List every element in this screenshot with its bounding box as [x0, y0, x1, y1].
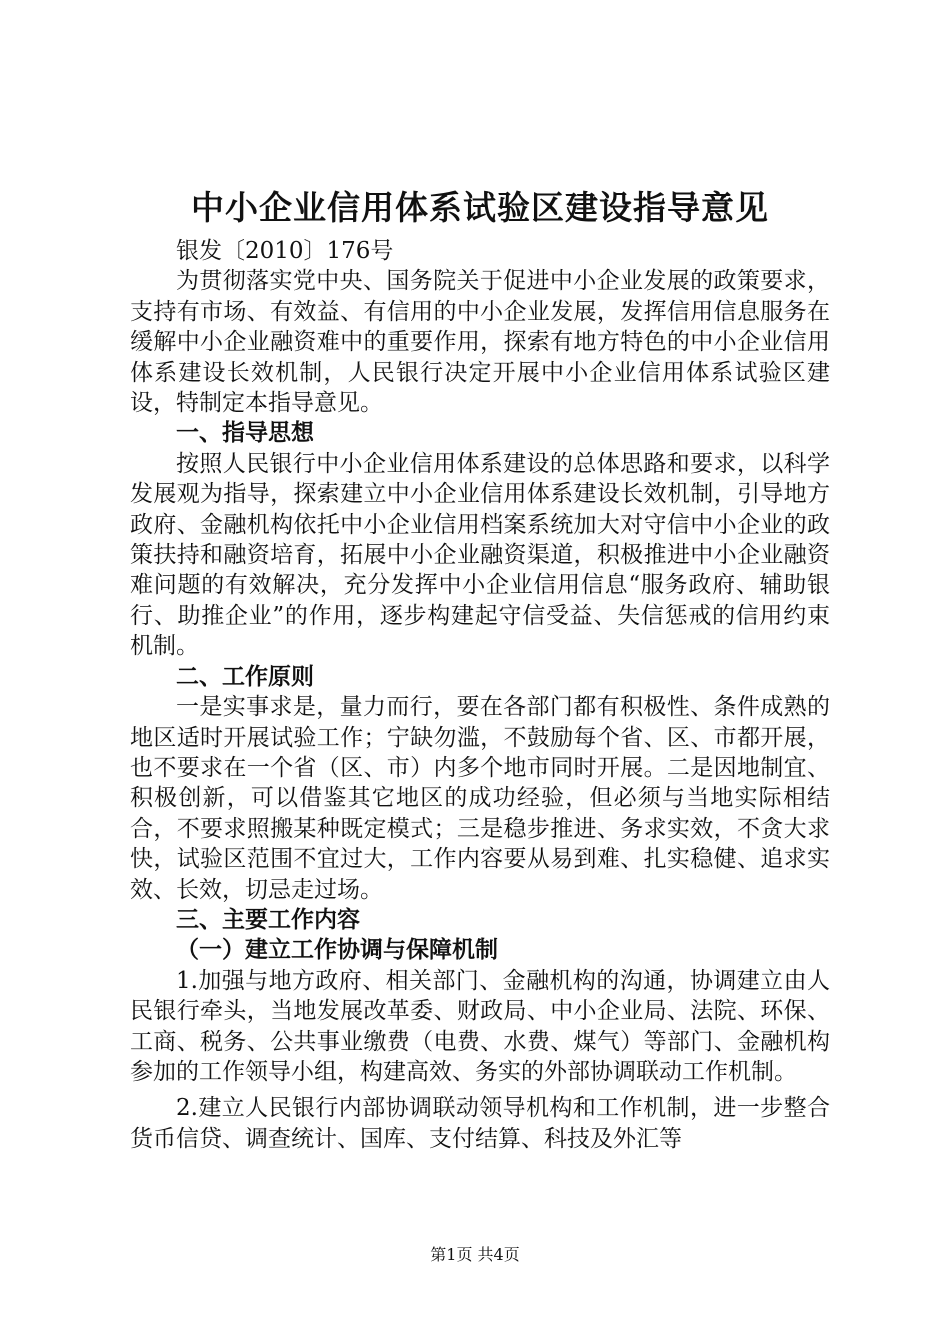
document-title: 中小企业信用体系试验区建设指导意见 — [191, 188, 769, 227]
guiding-paragraph: 按照人民银行中小企业信用体系建设的总体思路和要求，以科学发展观为指导，探索建立中小企业信用体系建设长效机制，引导地方政府、金融机构依托中小企业信用档案系统加大对守信中小企业的政策扶持和融资培育，拓展中小企业融资渠道，积极推进中小企业融资难问题的有效解决，充分发挥中小企业信用信息“服务政府、辅助银行、助推企业”的作用，逐步构建起守信受益、失信惩戒的信用约束机制。 — [130, 450, 830, 660]
document-body — [130, 236, 830, 1154]
doc-number: 银发〔2010〕176号 — [176, 238, 394, 264]
item-paragraph-1: 1.加强与地方政府、相关部门、金融机构的沟通，协调建立由人民银行牵头，当地发展改革委、财政局、中小企业局、法院、环保、工商、税务、公共事业缴费（电费、水费、煤气）等部门、金融机构参加的工作领导小组，构建高效、务实的外部协调联动工作机制。 — [130, 967, 830, 1085]
principles-paragraph: 一是实事求是，量力而行，要在各部门都有积极性、条件成熟的地区适时开展试验工作；宁缺勿滥，不鼓励每个省、区、市都开展，也不要求在一个省（区、市）内多个地市同时开展。二是因地制宜、积极创新，可以借鉴其它地区的成功经验，但必须与当地实际相结合，不要求照搬某种既定模式；三是稳步推进、务求实效，不贪大求快，试验区范围不宜过大，工作内容要从易到难、扎实稳健、追求实效、长效，切忌走过场。 — [130, 694, 830, 903]
subsection-heading-coordination: （一）建立工作协调与保障机制 — [176, 937, 498, 964]
intro-paragraph: 为贯彻落实党中央、国务院关于促进中小企业发展的政策要求，支持有市场、有效益、有信用的中小企业发展，发挥信用信息服务在缓解中小企业融资难中的重要作用，探索有地方特色的中小企业信用体系建设长效机制，人民银行决定开展中小企业信用体系试验区建设，特制定本指导意见。 — [130, 268, 830, 417]
section-heading-guiding: 一、指导思想 — [176, 420, 314, 447]
section-heading-main-work: 三、主要工作内容 — [176, 906, 360, 933]
page-footer: 第1页 共4页 — [430, 1245, 520, 1264]
item-paragraph-2: 2.建立人民银行内部协调联动领导机构和工作机制，进一步整合货币信贷、调查统计、国库、支付结算、科技及外汇等 — [130, 1095, 830, 1152]
section-heading-principles: 二、工作原则 — [176, 663, 314, 690]
